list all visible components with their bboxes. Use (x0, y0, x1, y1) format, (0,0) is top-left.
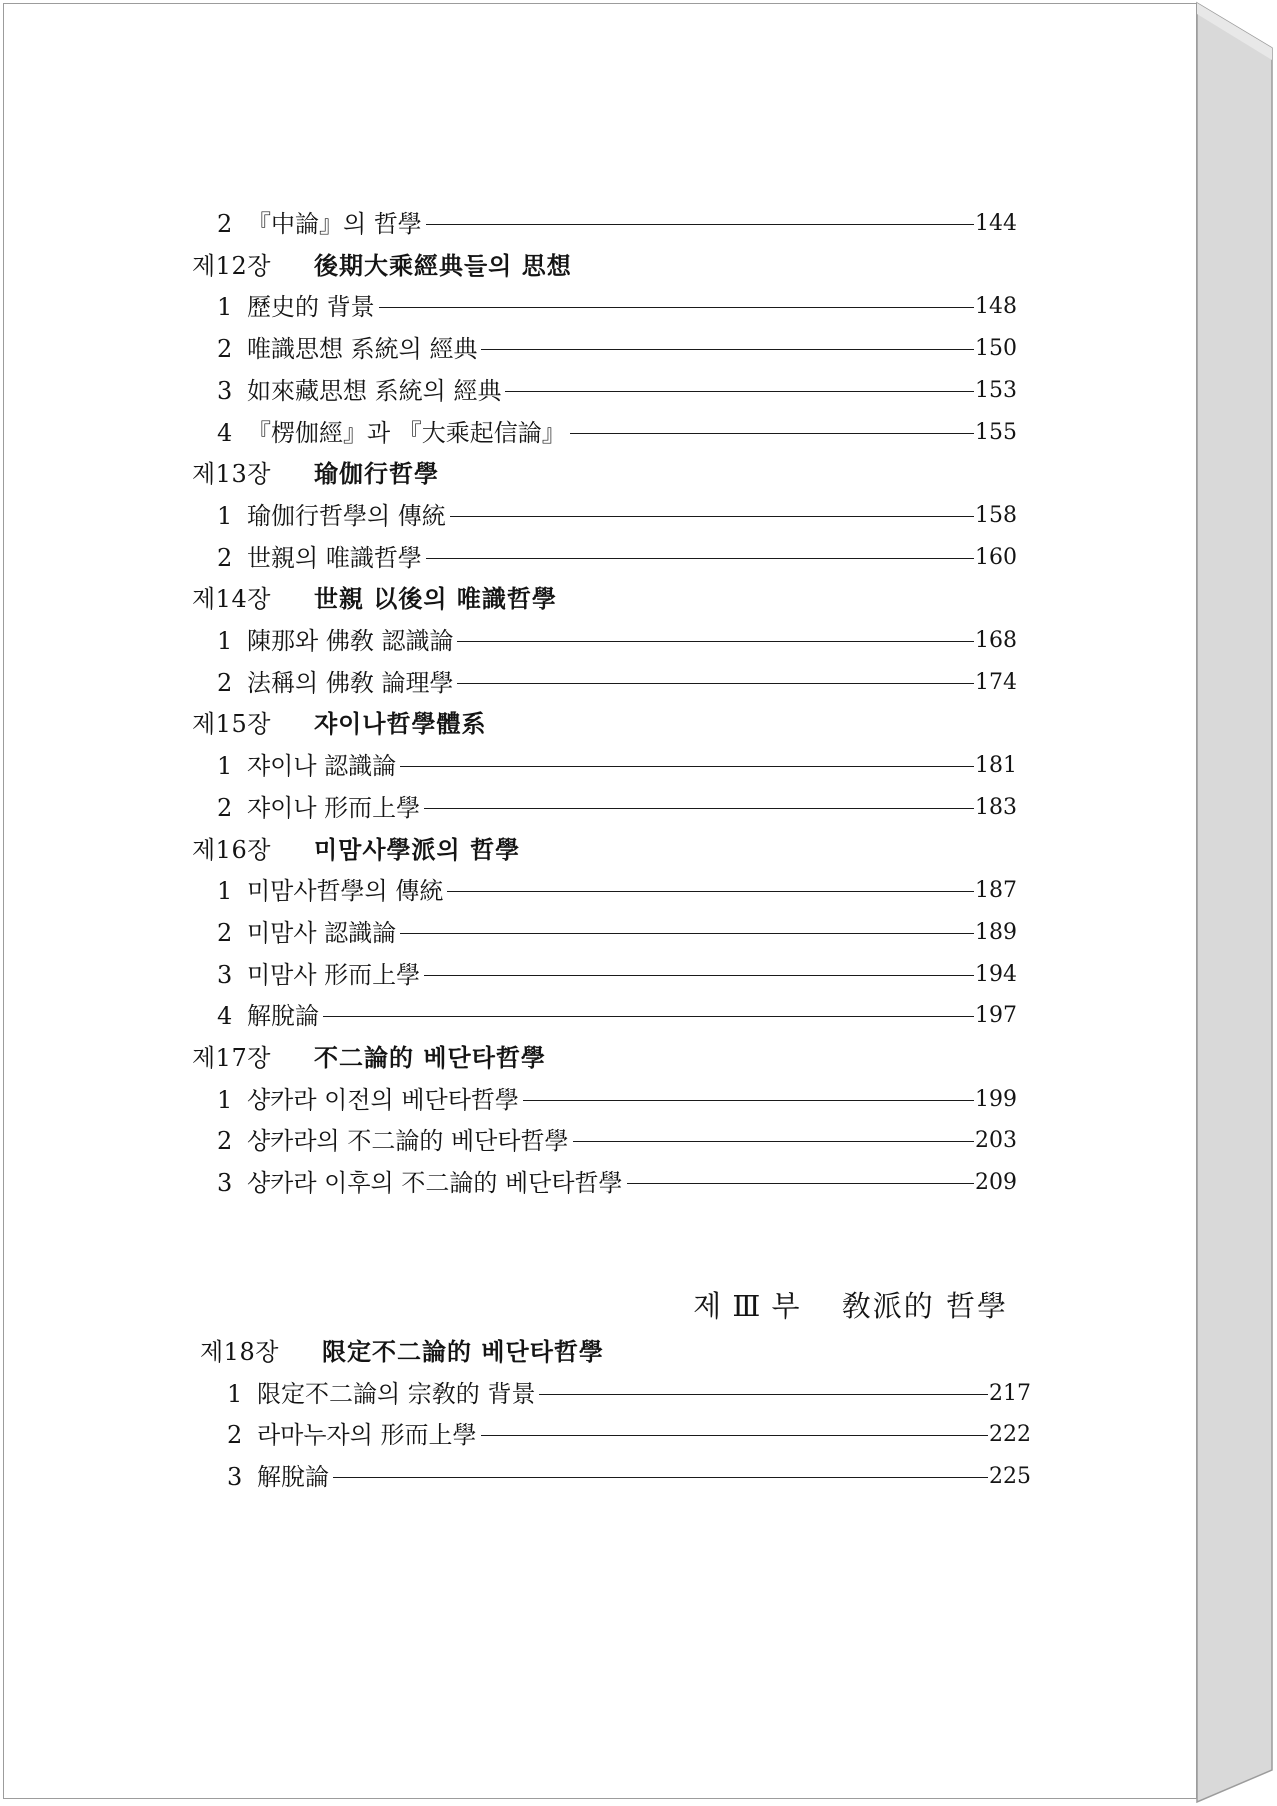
entry-number: 2 (217, 793, 233, 822)
entry-number: 1 (217, 501, 233, 530)
leader-line (426, 224, 974, 225)
entry-number: 2 (217, 1127, 233, 1156)
entry-page-number: 217 (989, 1380, 1031, 1406)
entry-page-number: 150 (975, 336, 1017, 362)
leader-line (481, 1435, 988, 1436)
toc-entry (217, 1080, 1017, 1120)
entry-number: 2 (217, 210, 233, 238)
toc-entry (217, 413, 1017, 453)
leader-line (426, 558, 974, 559)
entry-number: 3 (217, 960, 233, 989)
chapter-title: 世親 以後의 唯識哲學 (314, 584, 557, 614)
chapter-title: 쟈이나哲學體系 (314, 709, 487, 739)
leader-line (627, 1183, 974, 1184)
toc-entry (217, 663, 1017, 703)
entry-title: 쟈이나 認識論 (247, 746, 398, 786)
toc-entry (227, 1415, 1031, 1455)
entry-title: 陳那와 佛敎 認識論 (247, 621, 455, 661)
entry-number: 2 (227, 1421, 243, 1449)
toc-entry (217, 496, 1017, 536)
toc-entry (217, 287, 1017, 327)
chapter-title: 限定不二論的 베단타哲學 (322, 1337, 604, 1366)
entry-title: 미맘사 形而上學 (247, 955, 422, 995)
leader-line (333, 1477, 988, 1478)
leader-line (570, 433, 974, 434)
entry-title: 限定不二論의 宗敎的 背景 (257, 1374, 537, 1414)
entry-number: 1 (217, 627, 233, 655)
entry-page-number: 148 (975, 294, 1017, 320)
toc-entry (217, 538, 1017, 578)
chapter-number: 제13장 (192, 460, 271, 489)
entry-page-number: 203 (975, 1128, 1017, 1154)
chapter-number: 제17장 (192, 1044, 271, 1072)
part-heading (693, 1284, 1008, 1328)
entry-title: 샹카라의 不二論的 베단타哲學 (247, 1121, 571, 1161)
entry-page-number: 174 (975, 669, 1017, 695)
leader-line (323, 1016, 974, 1017)
chapter-title: 後期大乘經典들의 思想 (314, 250, 572, 280)
entry-number: 3 (217, 1169, 233, 1198)
entry-number: 2 (217, 335, 233, 364)
toc-entry (217, 871, 1017, 911)
entry-page-number: 199 (975, 1086, 1017, 1112)
toc-entry (217, 1121, 1017, 1161)
toc-entry (217, 329, 1017, 369)
toc-entry (217, 996, 1017, 1036)
entry-number: 1 (227, 1379, 243, 1408)
toc-entry (217, 955, 1017, 995)
entry-page-number: 222 (989, 1422, 1031, 1447)
leader-line (424, 808, 974, 809)
entry-number: 3 (217, 376, 233, 405)
entry-title: 『中論』의 哲學 (247, 204, 424, 244)
entry-page-number: 168 (975, 628, 1017, 653)
entry-title: 如來藏思想 系統의 經典 (247, 371, 503, 411)
entry-number: 2 (217, 543, 233, 572)
entry-page-number: 194 (975, 961, 1017, 987)
part-label: 제 Ⅲ 부 (693, 1289, 801, 1323)
toc-entry (217, 371, 1017, 411)
part-title: 敎派的 哲學 (841, 1289, 1008, 1323)
entry-number: 1 (217, 1085, 233, 1114)
entry-title: 라마누자의 形而上學 (257, 1415, 479, 1455)
chapter-number: 제12장 (192, 251, 271, 280)
leader-line (400, 766, 974, 767)
chapter-title: 不二論的 베단타哲學 (314, 1043, 546, 1072)
entry-page-number: 158 (975, 502, 1017, 528)
toc-entry (217, 746, 1017, 786)
toc-entry (217, 204, 1017, 244)
leader-line (457, 683, 974, 684)
entry-page-number: 187 (975, 878, 1017, 904)
leader-line (523, 1100, 974, 1101)
chapter-number: 제16장 (192, 835, 271, 864)
entry-title: 미맘사 認識論 (247, 913, 398, 953)
leader-line (447, 891, 974, 892)
leader-line (424, 975, 974, 976)
leader-line (450, 516, 974, 517)
entry-title: 미맘사哲學의 傳統 (247, 871, 445, 911)
entry-title: 『楞伽經』과 『大乘起信論』 (247, 413, 568, 453)
chapter-title: 미맘사學派의 哲學 (314, 834, 521, 864)
leader-line (573, 1141, 974, 1142)
leader-line (400, 933, 974, 934)
entry-title: 歷史的 背景 (247, 287, 377, 327)
leader-line (539, 1394, 988, 1395)
entry-title: 法稱의 佛敎 論理學 (247, 663, 455, 703)
toc-entry (227, 1374, 1031, 1414)
entry-number: 1 (217, 877, 233, 906)
entry-number: 4 (217, 418, 233, 447)
chapter-number: 제18장 (200, 1338, 279, 1366)
entry-title: 샹카라 이후의 不二論的 베단타哲學 (247, 1163, 625, 1203)
entry-title: 瑜伽行哲學의 傳統 (247, 496, 448, 536)
entry-title: 世親의 唯識哲學 (247, 538, 424, 578)
entry-page-number: 189 (975, 919, 1017, 945)
entry-title: 解脫論 (247, 996, 321, 1036)
leader-line (457, 641, 974, 642)
entry-page-number: 155 (975, 419, 1017, 445)
entry-page-number: 160 (975, 544, 1017, 570)
page-sheet (3, 3, 1197, 1799)
entry-page-number: 144 (975, 211, 1017, 236)
entry-number: 1 (217, 752, 233, 781)
chapter-number: 제15장 (192, 710, 271, 739)
entry-number: 1 (217, 293, 233, 322)
leader-line (481, 349, 974, 350)
entry-number: 2 (217, 668, 233, 697)
entry-page-number: 153 (975, 377, 1017, 403)
entry-page-number: 183 (975, 794, 1017, 820)
chapter-title: 瑜伽行哲學 (314, 459, 439, 489)
toc-entry (217, 788, 1017, 828)
entry-number: 4 (217, 1002, 233, 1031)
chapter-number: 제14장 (192, 585, 271, 614)
leader-line (505, 391, 974, 392)
entry-page-number: 181 (975, 753, 1017, 779)
table-of-contents (4, 4, 1198, 1800)
entry-number: 2 (217, 918, 233, 947)
entry-page-number: 197 (975, 1003, 1017, 1029)
entry-page-number: 225 (989, 1463, 1031, 1489)
entry-title: 쟈이나 形而上學 (247, 788, 422, 828)
entry-title: 唯識思想 系統의 經典 (247, 329, 479, 369)
leader-line (379, 307, 974, 308)
toc-entry (227, 1457, 1031, 1497)
toc-entry (217, 621, 1017, 661)
entry-number: 3 (227, 1462, 243, 1491)
toc-entry (217, 1163, 1017, 1203)
entry-page-number: 209 (975, 1170, 1017, 1196)
toc-entry (217, 913, 1017, 953)
entry-title: 解脫論 (257, 1457, 331, 1497)
entry-title: 샹카라 이전의 베단타哲學 (247, 1080, 521, 1120)
